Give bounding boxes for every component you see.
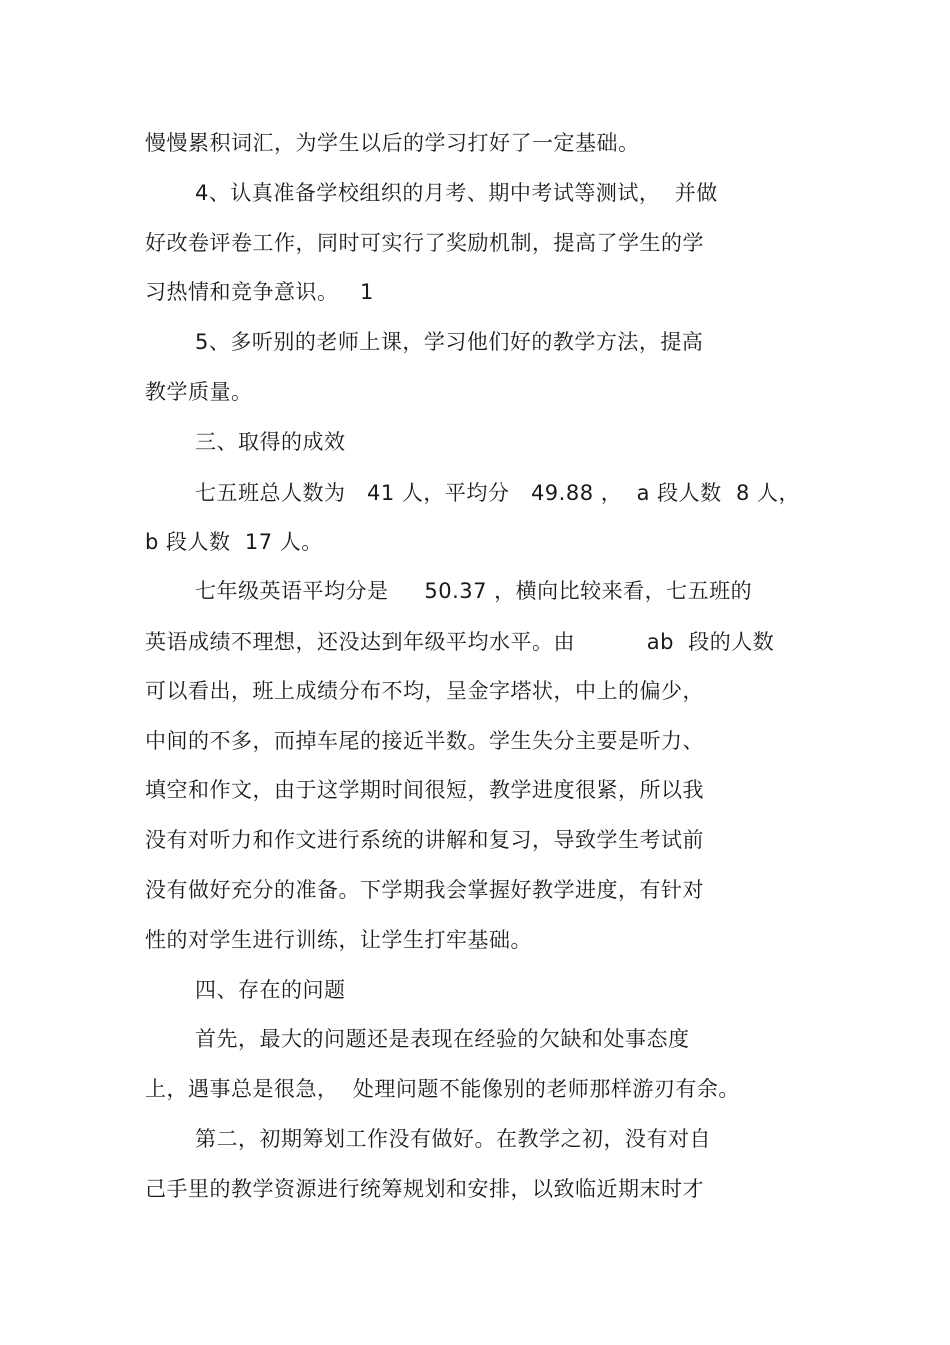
section-heading: 三、取得的成效 <box>195 430 346 454</box>
text-line: 第二，初期筹划工作没有做好。在教学之初，没有对自 <box>195 1127 711 1151</box>
text-line: 中间的不多，而掉车尾的接近半数。学生失分主要是听力、 <box>145 729 704 753</box>
text-line: 上，遇事总是很急， 处理问题不能像别的老师那样游刃有余。 <box>145 1077 740 1101</box>
text-line: 己手里的教学资源进行统筹规划和安排，以致临近期末时才 <box>145 1177 704 1201</box>
text-line: 5、多听别的老师上课，学习他们好的教学方法，提高 <box>195 330 704 354</box>
text-line: b 段人数 17 人。 <box>145 530 323 554</box>
text-line: 首先，最大的问题还是表现在经验的欠缺和处事态度 <box>195 1027 690 1051</box>
text-line: 慢慢累积词汇，为学生以后的学习打好了一定基础。 <box>145 131 640 155</box>
text-line: 4、认真准备学校组织的月考、期中考试等测试， 并做 <box>195 181 718 205</box>
text-line: 好改卷评卷工作，同时可实行了奖励机制，提高了学生的学 <box>145 231 704 255</box>
text-line: 没有对听力和作文进行系统的讲解和复习，导致学生考试前 <box>145 828 704 852</box>
section-heading: 四、存在的问题 <box>195 978 346 1002</box>
text-line: 英语成绩不理想，还没达到年级平均水平。由 ab 段的人数 <box>145 630 775 654</box>
text-line: 教学质量。 <box>145 380 253 404</box>
text-line: 填空和作文，由于这学期时间很短，教学进度很紧，所以我 <box>145 778 704 802</box>
text-line: 七年级英语平均分是 50.37 ，横向比较来看，七五班的 <box>195 579 753 603</box>
text-line: 可以看出，班上成绩分布不均，呈金字塔状，中上的偏少， <box>145 679 704 703</box>
text-line: 性的对学生进行训练，让学生打牢基础。 <box>145 928 532 952</box>
text-line: 习热情和竞争意识。 1 <box>145 280 374 304</box>
text-line: 七五班总人数为 41 人，平均分 49.88 ， a 段人数 8 人， <box>195 481 801 505</box>
text-line: 没有做好充分的准备。下学期我会掌握好教学进度，有针对 <box>145 878 704 902</box>
